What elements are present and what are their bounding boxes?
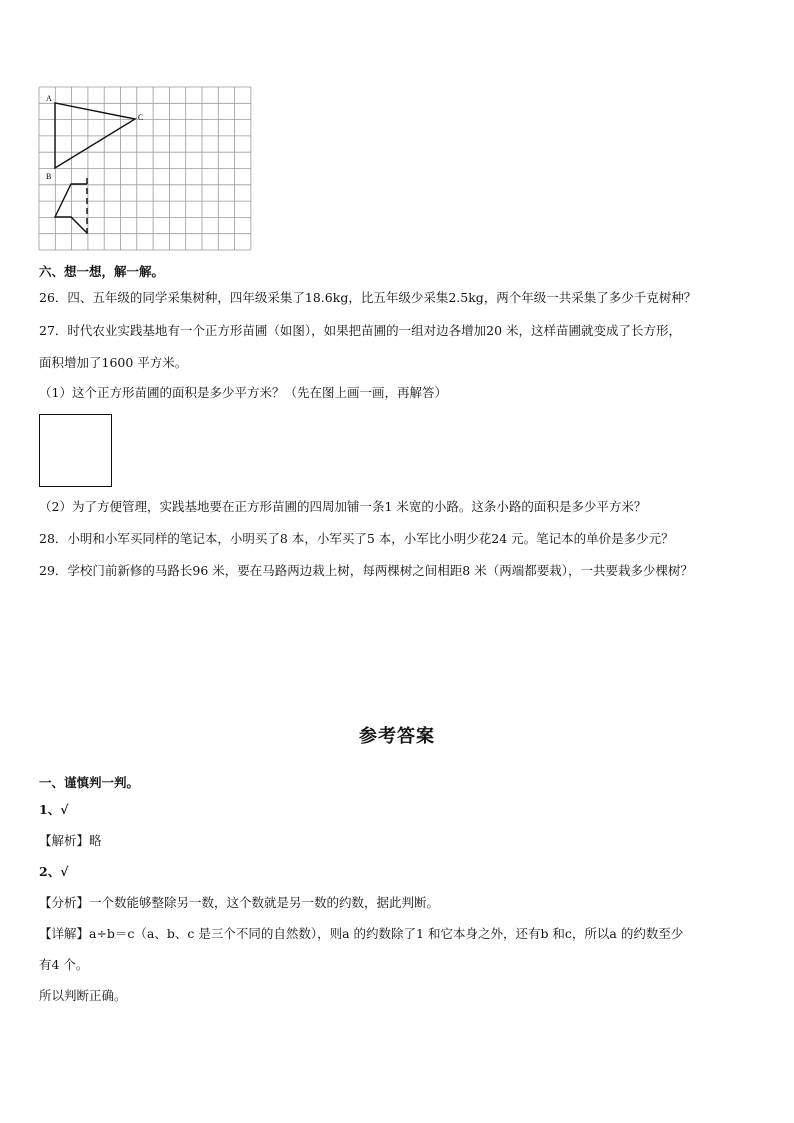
- question-29: 29．学校门前新修的马路长96 米，要在马路两边栽上树，每两棵树之间相距8 米（两端都要栽），一共要栽多少棵树？: [39, 563, 693, 578]
- question-27-line-2: 面积增加了1600 平方米。: [39, 355, 188, 370]
- label-a: A: [46, 94, 52, 103]
- answer-1: 1、√: [39, 802, 69, 817]
- question-26: 26．四、五年级的同学采集树种，四年级采集了18.6kg，比五年级少采集2.5kg，两个年级一共采集了多少千克树种？: [39, 290, 697, 305]
- question-27-part-1: （1）这个正方形苗圃的面积是多少平方米？（先在图上画一画，再解答）: [39, 385, 447, 400]
- label-c: C: [138, 113, 144, 122]
- half-shape: [55, 184, 87, 233]
- section-6-heading: 六、想一想，解一解。: [39, 264, 165, 279]
- answer-2: 2、√: [39, 864, 69, 879]
- answer-section-1-heading: 一、谨慎判一判。: [39, 775, 140, 790]
- answer-title: 参考答案: [359, 726, 435, 747]
- label-b: B: [46, 172, 52, 181]
- answer-1-analysis: 【解析】略: [39, 833, 102, 848]
- answer-2-analysis: 【分析】一个数能够整除另一数，这个数就是另一数的约数，据此判断。: [39, 895, 440, 910]
- question-27-line-1: 27．时代农业实践基地有一个正方形苗圃（如图），如果把苗圃的一组对边各增加20 米，这样苗圃就变成了长方形，: [39, 323, 682, 338]
- grid-figure: [38, 86, 252, 251]
- question-28: 28．小明和小军买同样的笔记本，小明买了8 本，小军买了5 本，小军比小明少花24 元。笔记本的单价是多少元？: [39, 531, 674, 546]
- square-nursery-figure: [39, 414, 112, 487]
- answer-2-detail-line-1: 【详解】a÷b＝c（a、b、c 是三个不同的自然数），则a 的约数除了1 和它本身之外，还有b 和c，所以a 的约数至少: [39, 926, 684, 941]
- grid-svg: [38, 86, 252, 251]
- question-27-part-2: （2）为了方便管理，实践基地要在正方形苗圃的四周加铺一条1 米宽的小路。这条小路的面积是多少平方米？: [39, 499, 647, 514]
- answer-2-conclusion: 所以判断正确。: [39, 988, 127, 1003]
- answer-2-detail-line-2: 有4 个。: [39, 957, 89, 972]
